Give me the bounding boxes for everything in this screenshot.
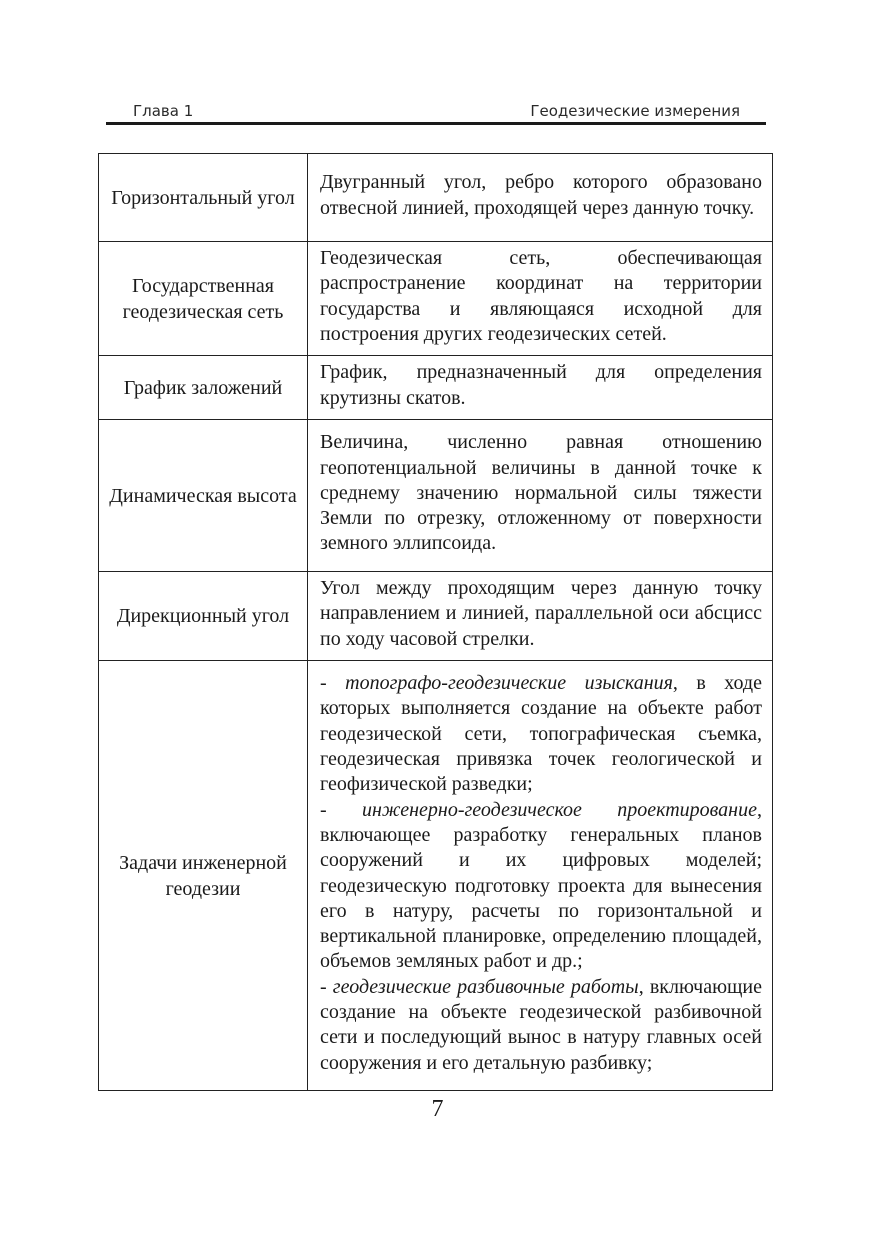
table-row xyxy=(99,661,773,1091)
running-header xyxy=(106,100,766,122)
list-item-text: , включающее разработку генеральных планов сооружений и их цифровых моделей; геодезическую подготовку проекта для вынесения его в натуру, расчеты по горизонтальной и вертикальной планировке, определению площадей, объемов земляных работ и др.; xyxy=(320,798,762,973)
definition-cell xyxy=(308,661,773,1091)
definition-cell xyxy=(308,154,773,242)
list-item-text: , включающие создание на объекте геодезической разбивочной сети и последующий вынос в натуру главных осей сооружения и его детальную разбивку; xyxy=(320,975,762,1074)
section-title: Геодезические измерения xyxy=(530,102,740,120)
emphasis-term: геодезические разбивочные работы xyxy=(332,975,639,998)
term-cell: Задачи инженерной геодезии xyxy=(99,661,308,1091)
definition-cell xyxy=(308,572,773,661)
list-item xyxy=(320,798,762,975)
chapter-label: Глава 1 xyxy=(133,102,194,120)
glossary-table xyxy=(98,153,773,1091)
definition-text: Угол между проходящим через данную точку направлением и линией, параллельной оси абсцисс по ходу часовой стрелки. xyxy=(320,577,762,650)
term-cell: Горизонтальный угол xyxy=(99,154,308,242)
definition-text: Двугранный угол, ребро которого образовано отвесной линией, проходящей через данную точку. xyxy=(320,171,762,219)
table-row xyxy=(99,242,773,356)
table-row xyxy=(99,420,773,572)
header-rule xyxy=(106,122,766,125)
table-row xyxy=(99,356,773,420)
definition-text: График, предназначенный для определения крутизны скатов. xyxy=(320,361,762,409)
table-row xyxy=(99,572,773,661)
table-row xyxy=(99,154,773,242)
term-cell: Дирекционный угол xyxy=(99,572,308,661)
term-cell: Государственная геодезическая сеть xyxy=(99,242,308,356)
emphasis-term: инженерно-геодезическое проектирование xyxy=(361,798,757,821)
term-cell: График заложений xyxy=(99,356,308,420)
definition-text: Величина, численно равная отношению геопотенциальной величины в данной точке к среднему значению нормальной силы тяжести Земли по отрезку, отложенному от поверхности земного эллипсоида. xyxy=(320,431,762,555)
definition-cell xyxy=(308,420,773,572)
list-item-text: , в ходе которых выполняется создание на объекте работ геодезической сети, топографическая съемка, геодезическая привязка точек геологической и геофизической разведки; xyxy=(320,672,762,796)
list-item xyxy=(320,671,762,797)
list-item xyxy=(320,975,762,1076)
emphasis-term: топографо-геодезические изыскания xyxy=(345,672,673,695)
list-bullet: - xyxy=(320,975,333,998)
list-bullet: - xyxy=(320,798,362,821)
definition-text: Геодезическая сеть, обеспечивающая распространение координат на территории государства и являющаяся исходной для построения других геодезических сетей. xyxy=(320,246,762,345)
list-bullet: - xyxy=(320,672,346,695)
page-number: 7 xyxy=(431,1096,444,1122)
term-cell: Динамическая высота xyxy=(99,420,308,572)
definition-cell xyxy=(308,356,773,420)
definition-cell xyxy=(308,242,773,356)
